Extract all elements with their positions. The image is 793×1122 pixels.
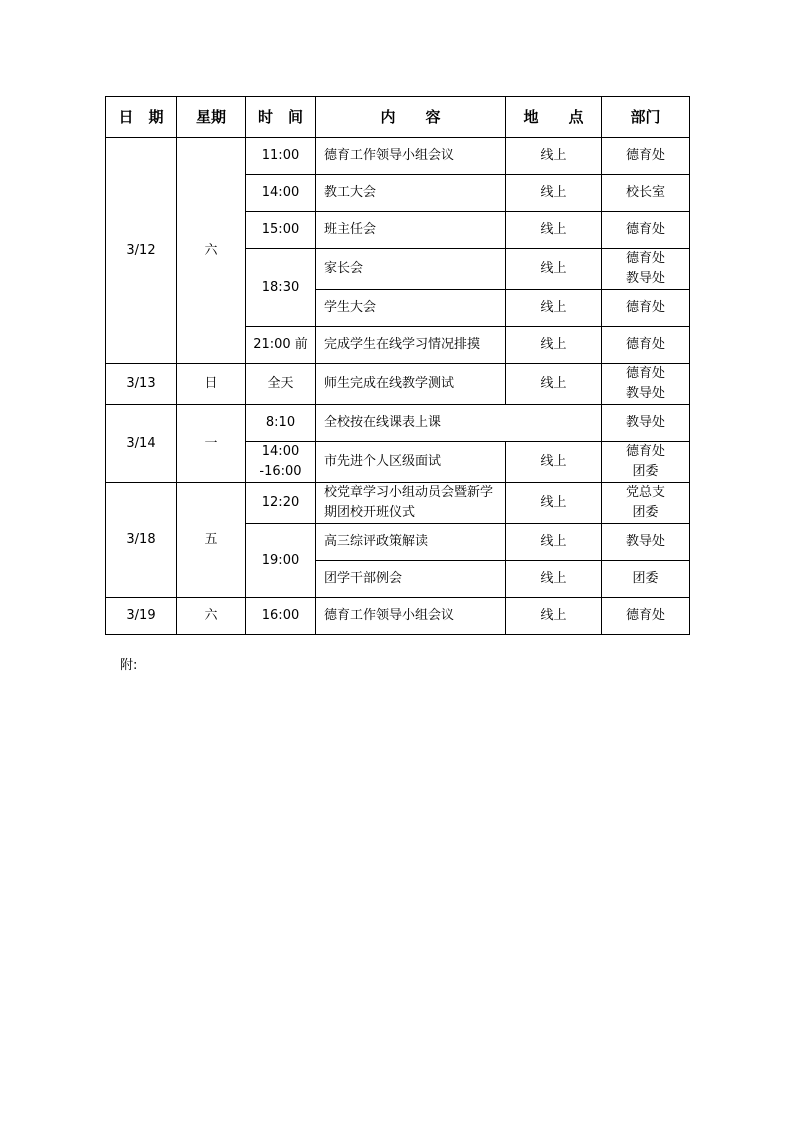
content-cell: 高三综评政策解读 [316, 524, 506, 561]
weekday-cell: 日 [177, 364, 246, 405]
content-cell: 市先进个人区级面试 [316, 442, 506, 483]
header-time: 时 间 [246, 97, 316, 138]
content-cell: 德育工作领导小组会议 [316, 138, 506, 175]
content-cell: 教工大会 [316, 175, 506, 212]
time-cell: 8:10 [246, 405, 316, 442]
department-cell [602, 442, 690, 483]
department-name: 团委 [632, 571, 659, 586]
department-name: 德育处 [625, 444, 665, 459]
weekday-cell: 六 [177, 138, 246, 364]
content-cell: 团学干部例会 [316, 561, 506, 598]
department-cell [602, 405, 690, 442]
location-cell: 线上 [506, 249, 602, 290]
department-name: 教导处 [625, 534, 665, 549]
content-cell: 德育工作领导小组会议 [316, 598, 506, 635]
header-row [106, 97, 690, 138]
time-cell: 14:00 [246, 175, 316, 212]
weekday-cell: 六 [177, 598, 246, 635]
department-name: 团委 [632, 464, 659, 479]
header-content: 内 容 [316, 97, 506, 138]
location-cell: 线上 [506, 212, 602, 249]
content-cell: 家长会 [316, 249, 506, 290]
date-cell: 3/12 [106, 138, 177, 364]
time-cell: 19:00 [246, 524, 316, 598]
department-cell [602, 364, 690, 405]
table-row [106, 138, 690, 175]
location-cell: 线上 [506, 442, 602, 483]
department-name: 教导处 [625, 271, 665, 286]
location-cell: 线上 [506, 175, 602, 212]
department-name: 德育处 [625, 251, 665, 266]
content-cell: 班主任会 [316, 212, 506, 249]
department-cell [602, 483, 690, 524]
location-cell: 线上 [506, 483, 602, 524]
location-cell: 线上 [506, 138, 602, 175]
department-name: 团委 [632, 505, 659, 520]
department-cell [602, 249, 690, 290]
time-cell [246, 442, 316, 483]
location-cell: 线上 [506, 327, 602, 364]
department-cell [602, 212, 690, 249]
header-weekday: 星期 [177, 97, 246, 138]
department-cell [602, 327, 690, 364]
date-cell: 3/18 [106, 483, 177, 598]
header-department: 部门 [602, 97, 690, 138]
location-cell: 线上 [506, 561, 602, 598]
time-start: 14:00 [261, 444, 300, 459]
department-cell [602, 175, 690, 212]
location-cell: 线上 [506, 364, 602, 405]
department-name: 校长室 [625, 185, 665, 200]
weekday-cell: 一 [177, 405, 246, 483]
footnote: 附: [120, 658, 138, 673]
header-date: 日 期 [106, 97, 177, 138]
weekday-cell: 五 [177, 483, 246, 598]
department-cell [602, 561, 690, 598]
location-cell: 线上 [506, 290, 602, 327]
time-cell: 12:20 [246, 483, 316, 524]
content-cell: 全校按在线课表上课 [316, 405, 602, 442]
header-location: 地 点 [506, 97, 602, 138]
time-cell: 16:00 [246, 598, 316, 635]
content-cell: 完成学生在线学习情况排摸 [316, 327, 506, 364]
location-cell: 线上 [506, 524, 602, 561]
content-cell: 校党章学习小组动员会暨新学期团校开班仪式 [316, 483, 506, 524]
department-name: 教导处 [625, 415, 665, 430]
department-name: 教导处 [625, 386, 665, 401]
schedule-table [105, 96, 690, 635]
table-row [106, 405, 690, 442]
table-row [106, 598, 690, 635]
table-row [106, 364, 690, 405]
location-cell: 线上 [506, 598, 602, 635]
department-name: 德育处 [625, 222, 665, 237]
department-name: 德育处 [625, 148, 665, 163]
department-cell [602, 138, 690, 175]
table-row [106, 483, 690, 524]
time-cell: 全天 [246, 364, 316, 405]
department-cell [602, 598, 690, 635]
time-end: -16:00 [259, 464, 302, 479]
time-cell: 15:00 [246, 212, 316, 249]
department-name: 德育处 [625, 300, 665, 315]
content-cell: 师生完成在线教学测试 [316, 364, 506, 405]
department-name: 德育处 [625, 337, 665, 352]
time-cell: 21:00 前 [246, 327, 316, 364]
department-cell [602, 290, 690, 327]
date-cell: 3/19 [106, 598, 177, 635]
department-name: 德育处 [625, 366, 665, 381]
content-cell: 学生大会 [316, 290, 506, 327]
department-cell [602, 524, 690, 561]
date-cell: 3/13 [106, 364, 177, 405]
time-cell: 18:30 [246, 249, 316, 327]
department-name: 党总支 [625, 485, 665, 500]
department-name: 德育处 [625, 608, 665, 623]
time-cell: 11:00 [246, 138, 316, 175]
date-cell: 3/14 [106, 405, 177, 483]
